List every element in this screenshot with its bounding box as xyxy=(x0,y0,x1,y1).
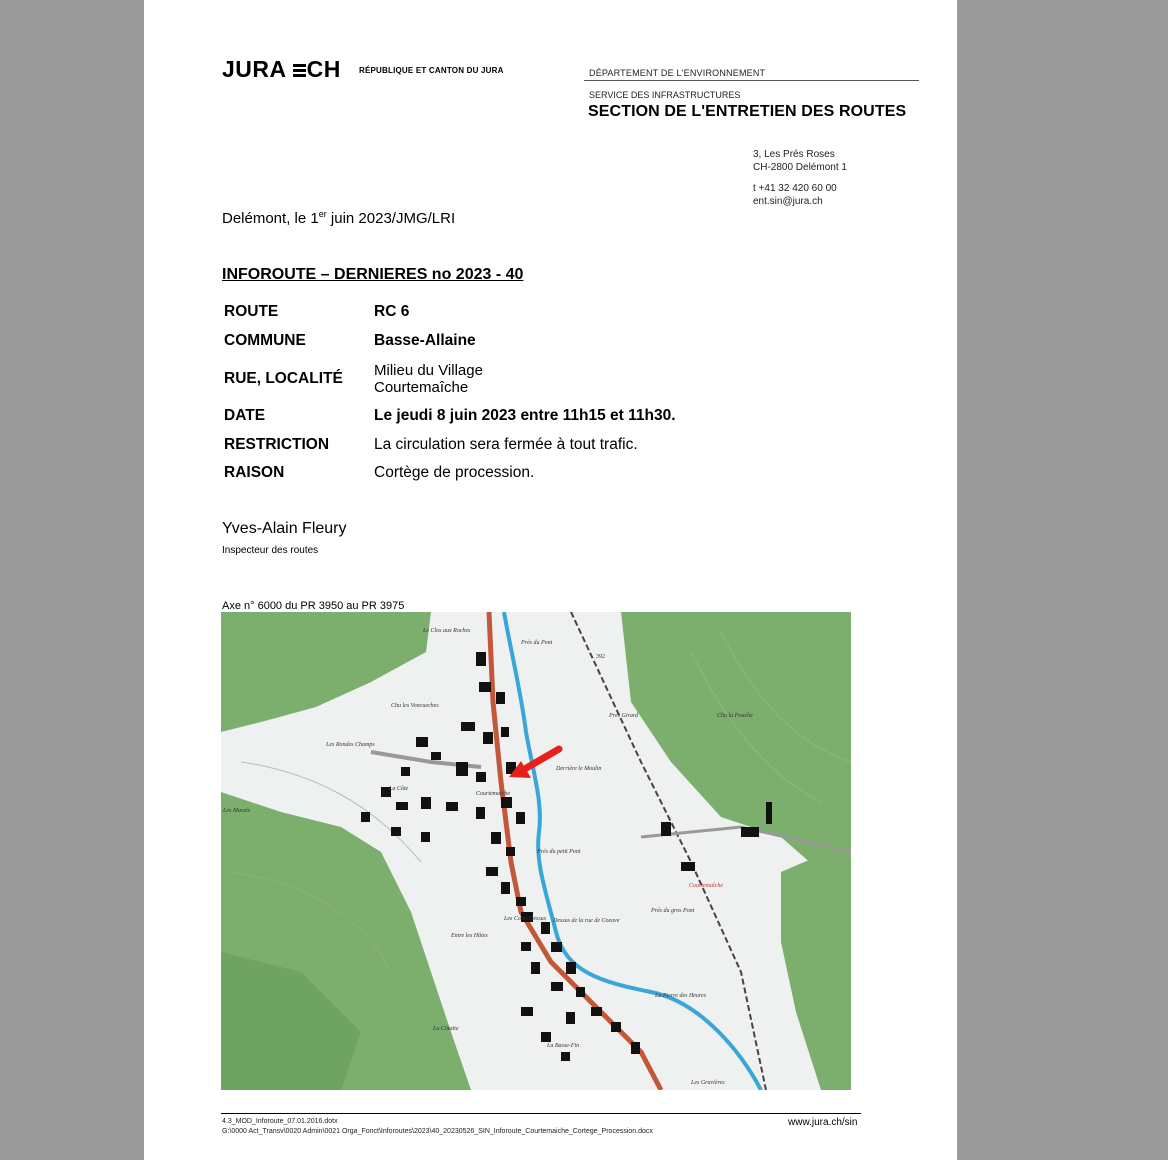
rue-value-line2: Courtemaîche xyxy=(374,378,469,396)
label-courtemaiche-gare: Courtemaîche xyxy=(689,883,723,889)
label-pres-du-pont: Prés du Pont xyxy=(521,640,553,646)
address-line2: CH-2800 Delémont 1 xyxy=(753,162,847,173)
contact-block xyxy=(753,182,837,208)
restriction-value: La circulation sera fermée à tout trafic. xyxy=(374,435,638,453)
label-basse-fin: La Basse-Fin xyxy=(547,1043,580,1049)
rue-value xyxy=(374,355,754,402)
jura-logo xyxy=(222,56,341,83)
label-mavets: Les Mavets xyxy=(223,808,251,814)
rue-value-line1: Milieu du Village xyxy=(374,361,483,379)
logo-left-text: JURA xyxy=(222,56,287,82)
label-pres-girard: Prés Girard xyxy=(609,713,638,719)
route-label: ROUTE xyxy=(224,303,279,320)
raison-value: Cortège de procession. xyxy=(374,464,535,481)
logo-subtitle: RÉPUBLIQUE ET CANTON DU JURA xyxy=(359,66,504,75)
label-sous-cotes: Les Cotes Dessus xyxy=(504,916,547,922)
row-date xyxy=(224,402,754,430)
commune-value: Basse-Allaine xyxy=(374,331,476,349)
restriction-label: RESTRICTION xyxy=(224,435,330,453)
raison-label: RAISON xyxy=(224,464,285,481)
date-label: DATE xyxy=(224,407,266,424)
address-line1: 3, Les Prés Roses xyxy=(753,149,835,160)
map-svg xyxy=(221,612,851,1090)
info-table xyxy=(224,298,754,487)
logo-mark-icon xyxy=(288,61,306,79)
row-rue xyxy=(224,355,754,402)
service-name: SERVICE DES INFRASTRUCTURES xyxy=(589,90,741,100)
label-chu-fonc: Chu les Voncueches xyxy=(391,703,439,709)
row-route xyxy=(224,298,754,326)
place-date-prefix: Delémont, le 1 xyxy=(222,210,319,227)
email-address: ent.sin@jura.ch xyxy=(753,196,823,207)
label-le-clos: Le Clos aux Roches xyxy=(423,628,471,634)
label-pres-petit-pont: Prés du petit Pont xyxy=(537,849,581,855)
footer-template-file: 4.3_MOD_Inforoute_07.01.2016.dotx xyxy=(222,1118,338,1125)
label-chu-pouche: Chu la Pouche xyxy=(717,713,753,719)
map-caption: Axe n° 6000 du PR 3950 au PR 3975 xyxy=(222,600,405,612)
label-pres-gros-pont: Prés du gros Pont xyxy=(651,908,695,914)
label-courtemaiche: Courtemaîche xyxy=(476,791,510,797)
footer-url[interactable]: www.jura.ch/sin xyxy=(788,1117,858,1128)
logo-right-text: CH xyxy=(306,56,341,82)
label-entre-hotes: Entre les Hôtes xyxy=(451,933,488,939)
document-page xyxy=(144,0,957,1160)
label-pierre-heures: La Pierre des Heures xyxy=(655,993,707,999)
label-la-cote: La Côte xyxy=(389,786,409,792)
row-commune xyxy=(224,326,754,355)
phone-number: t +41 32 420 60 00 xyxy=(753,183,837,194)
label-gravieres: Les Gravières xyxy=(691,1080,725,1086)
place-date-suffix: juin 2023/JMG/LRI xyxy=(326,210,456,227)
label-elevation: 392 xyxy=(596,654,605,660)
rue-label: RUE, LOCALITÉ xyxy=(224,369,343,387)
header-divider xyxy=(584,80,919,81)
label-derriere-moulin: Derrière le Moulin xyxy=(556,766,602,772)
department-name: DÉPARTEMENT DE L'ENVIRONNEMENT xyxy=(589,68,766,78)
location-map xyxy=(221,612,851,1090)
signatory-role: Inspecteur des routes xyxy=(222,545,319,556)
route-value: RC 6 xyxy=(374,303,410,320)
label-dessus-rue: Dessus de la rue de Coeuve xyxy=(553,918,620,924)
footer-document-path: G:\0000 Act_Transv\0020 Admin\0021 Orga_Fonct\Inforoutes\2023\40_20230526_SIN_Inforoute_Courtemaiche_Cortege_Procession.docx xyxy=(222,1128,653,1135)
date-value: Le jeudi 8 juin 2023 entre 11h15 et 11h30. xyxy=(374,407,676,424)
address-block xyxy=(753,148,847,174)
document-title: INFOROUTE – DERNIERES no 2023 - 40 xyxy=(222,266,524,283)
row-restriction xyxy=(224,430,754,459)
signatory-name: Yves-Alain Fleury xyxy=(222,520,347,537)
commune-label: COMMUNE xyxy=(224,331,306,349)
footer-divider xyxy=(221,1113,861,1114)
place-date xyxy=(222,209,455,227)
place-date-sup: er xyxy=(318,209,327,219)
label-la-cotatte: La Côtatte xyxy=(433,1026,459,1032)
row-raison xyxy=(224,459,754,487)
section-name: SECTION DE L'ENTRETIEN DES ROUTES xyxy=(588,103,907,120)
label-rondes: Les Rondes Champs xyxy=(326,742,375,748)
